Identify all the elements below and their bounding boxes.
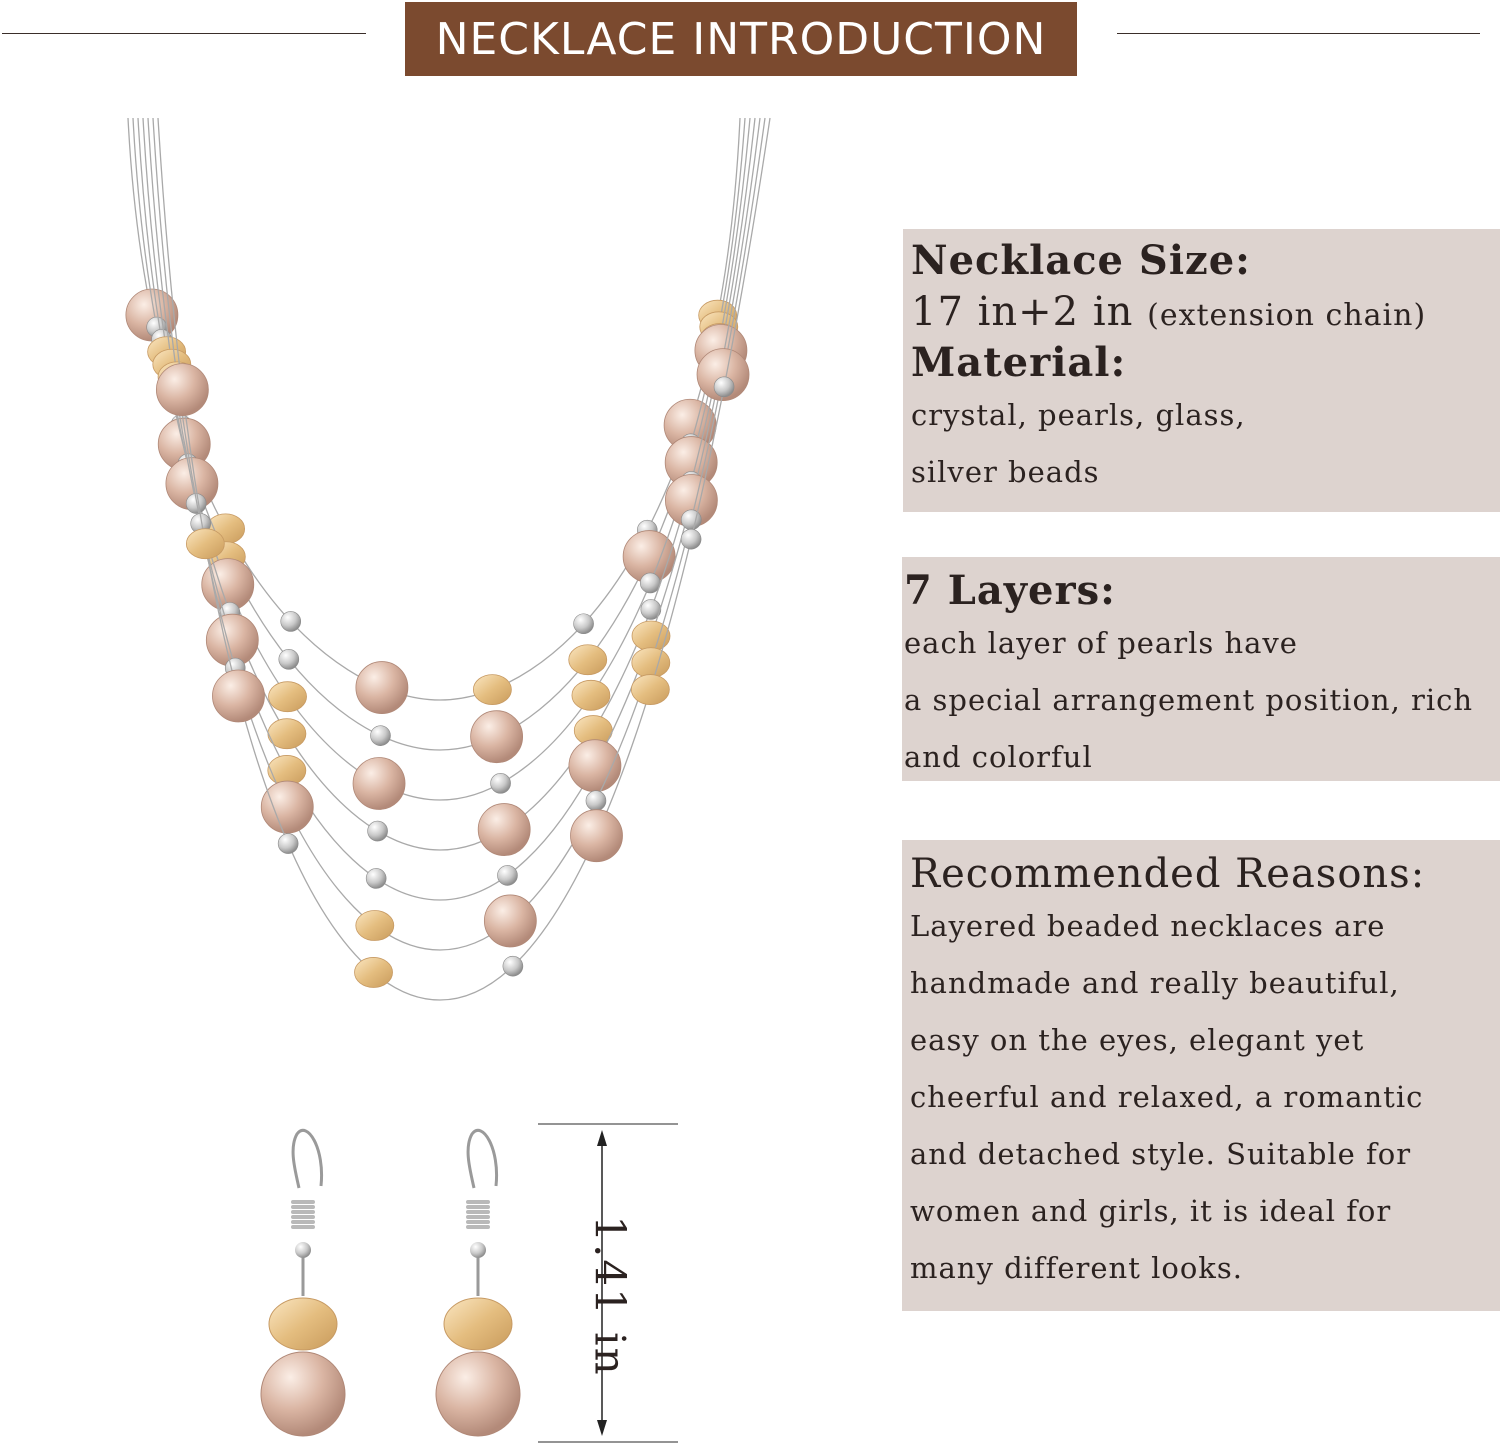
hook-coil bbox=[466, 1225, 490, 1229]
earring-length-label: 1.41 in bbox=[585, 1215, 635, 1377]
layers-line: and colorful bbox=[904, 740, 1093, 774]
crystal-bead bbox=[572, 680, 610, 710]
reasons-line: easy on the eyes, elegant yet bbox=[910, 1023, 1365, 1057]
hook-coil bbox=[291, 1210, 315, 1214]
silver-bead bbox=[370, 726, 390, 746]
reasons-line: many different looks. bbox=[910, 1251, 1243, 1285]
pearl-bead bbox=[356, 662, 408, 714]
earring-right-illustration bbox=[436, 1130, 520, 1436]
reasons-panel bbox=[902, 840, 1500, 1311]
necklace-strand bbox=[158, 118, 770, 1000]
necklace-strand bbox=[143, 118, 755, 850]
pearl-bead bbox=[261, 1352, 345, 1436]
hook-coil bbox=[466, 1200, 490, 1204]
header-rule-right bbox=[1117, 33, 1480, 34]
silver-bead bbox=[681, 510, 701, 530]
layers-heading: 7 Layers: bbox=[904, 567, 1116, 614]
crystal-bead bbox=[269, 682, 307, 712]
pearl-bead bbox=[353, 757, 405, 809]
reasons-line: handmade and really beautiful, bbox=[910, 966, 1400, 1000]
pearl-bead bbox=[436, 1352, 520, 1436]
necklace-illustration bbox=[126, 118, 770, 1000]
size-value: 17 in+2 in bbox=[911, 289, 1134, 335]
silver-bead bbox=[640, 573, 660, 593]
silver-bead bbox=[279, 649, 299, 669]
necklace-strand bbox=[153, 118, 765, 950]
material-heading: Material: bbox=[911, 339, 1127, 386]
size-heading: Necklace Size: bbox=[911, 237, 1251, 284]
silver-bead bbox=[491, 773, 511, 793]
pearl-bead bbox=[261, 781, 313, 833]
silver-bead bbox=[295, 1242, 311, 1258]
silver-bead bbox=[681, 529, 701, 549]
hook-coil bbox=[291, 1200, 315, 1204]
reasons-line: and detached style. Suitable for bbox=[910, 1137, 1412, 1171]
pearl-bead bbox=[484, 895, 536, 947]
reasons-line: women and girls, it is ideal for bbox=[910, 1194, 1392, 1228]
silver-bead bbox=[281, 611, 301, 631]
layers-line: each layer of pearls have bbox=[904, 626, 1298, 660]
hook-coil bbox=[291, 1215, 315, 1219]
material-line: silver beads bbox=[911, 455, 1100, 489]
ear-hook bbox=[293, 1130, 322, 1188]
silver-bead bbox=[574, 614, 594, 634]
crystal-bead bbox=[356, 911, 394, 941]
material-line: crystal, pearls, glass, bbox=[911, 398, 1246, 432]
reasons-heading: Recommended Reasons: bbox=[910, 851, 1426, 897]
crystal-bead bbox=[631, 675, 669, 705]
hook-coil bbox=[291, 1225, 315, 1229]
crystal-bead bbox=[269, 1298, 337, 1350]
hook-coil bbox=[466, 1215, 490, 1219]
crystal-bead bbox=[632, 648, 670, 678]
crystal-bead bbox=[569, 645, 607, 675]
pearl-bead bbox=[478, 804, 530, 856]
size-note: (extension chain) bbox=[1147, 298, 1427, 333]
silver-bead bbox=[503, 956, 523, 976]
silver-bead bbox=[470, 1242, 486, 1258]
pearl-bead bbox=[569, 740, 621, 792]
hook-coil bbox=[466, 1205, 490, 1209]
pearl-bead bbox=[471, 711, 523, 763]
crystal-bead bbox=[186, 529, 224, 559]
hook-coil bbox=[291, 1220, 315, 1224]
pearl-bead bbox=[156, 364, 208, 416]
pearl-bead bbox=[212, 670, 264, 722]
silver-bead bbox=[278, 834, 298, 854]
silver-bead bbox=[368, 821, 388, 841]
layers-line: a special arrangement position, rich bbox=[904, 683, 1474, 717]
hook-coil bbox=[466, 1210, 490, 1214]
crystal-bead bbox=[632, 621, 670, 651]
header-rule-left bbox=[2, 33, 366, 34]
silver-bead bbox=[366, 868, 386, 888]
earring-left-illustration bbox=[261, 1130, 345, 1436]
reasons-line: Layered beaded necklaces are bbox=[910, 909, 1386, 943]
product-illustration bbox=[0, 100, 880, 1456]
reasons-line: cheerful and relaxed, a romantic bbox=[910, 1080, 1424, 1114]
size-value-line bbox=[911, 285, 1500, 339]
layers-panel bbox=[902, 557, 1500, 781]
silver-bead bbox=[497, 865, 517, 885]
hook-coil bbox=[466, 1220, 490, 1224]
crystal-bead bbox=[444, 1298, 512, 1350]
page-title-banner: NECKLACE INTRODUCTION bbox=[405, 2, 1077, 76]
size-material-panel bbox=[903, 229, 1500, 512]
pearl-bead bbox=[571, 810, 623, 862]
hook-coil bbox=[291, 1205, 315, 1209]
crystal-bead bbox=[473, 675, 511, 705]
crystal-bead bbox=[355, 957, 393, 987]
ear-hook bbox=[468, 1130, 497, 1188]
silver-bead bbox=[714, 377, 734, 397]
silver-bead bbox=[586, 791, 606, 811]
